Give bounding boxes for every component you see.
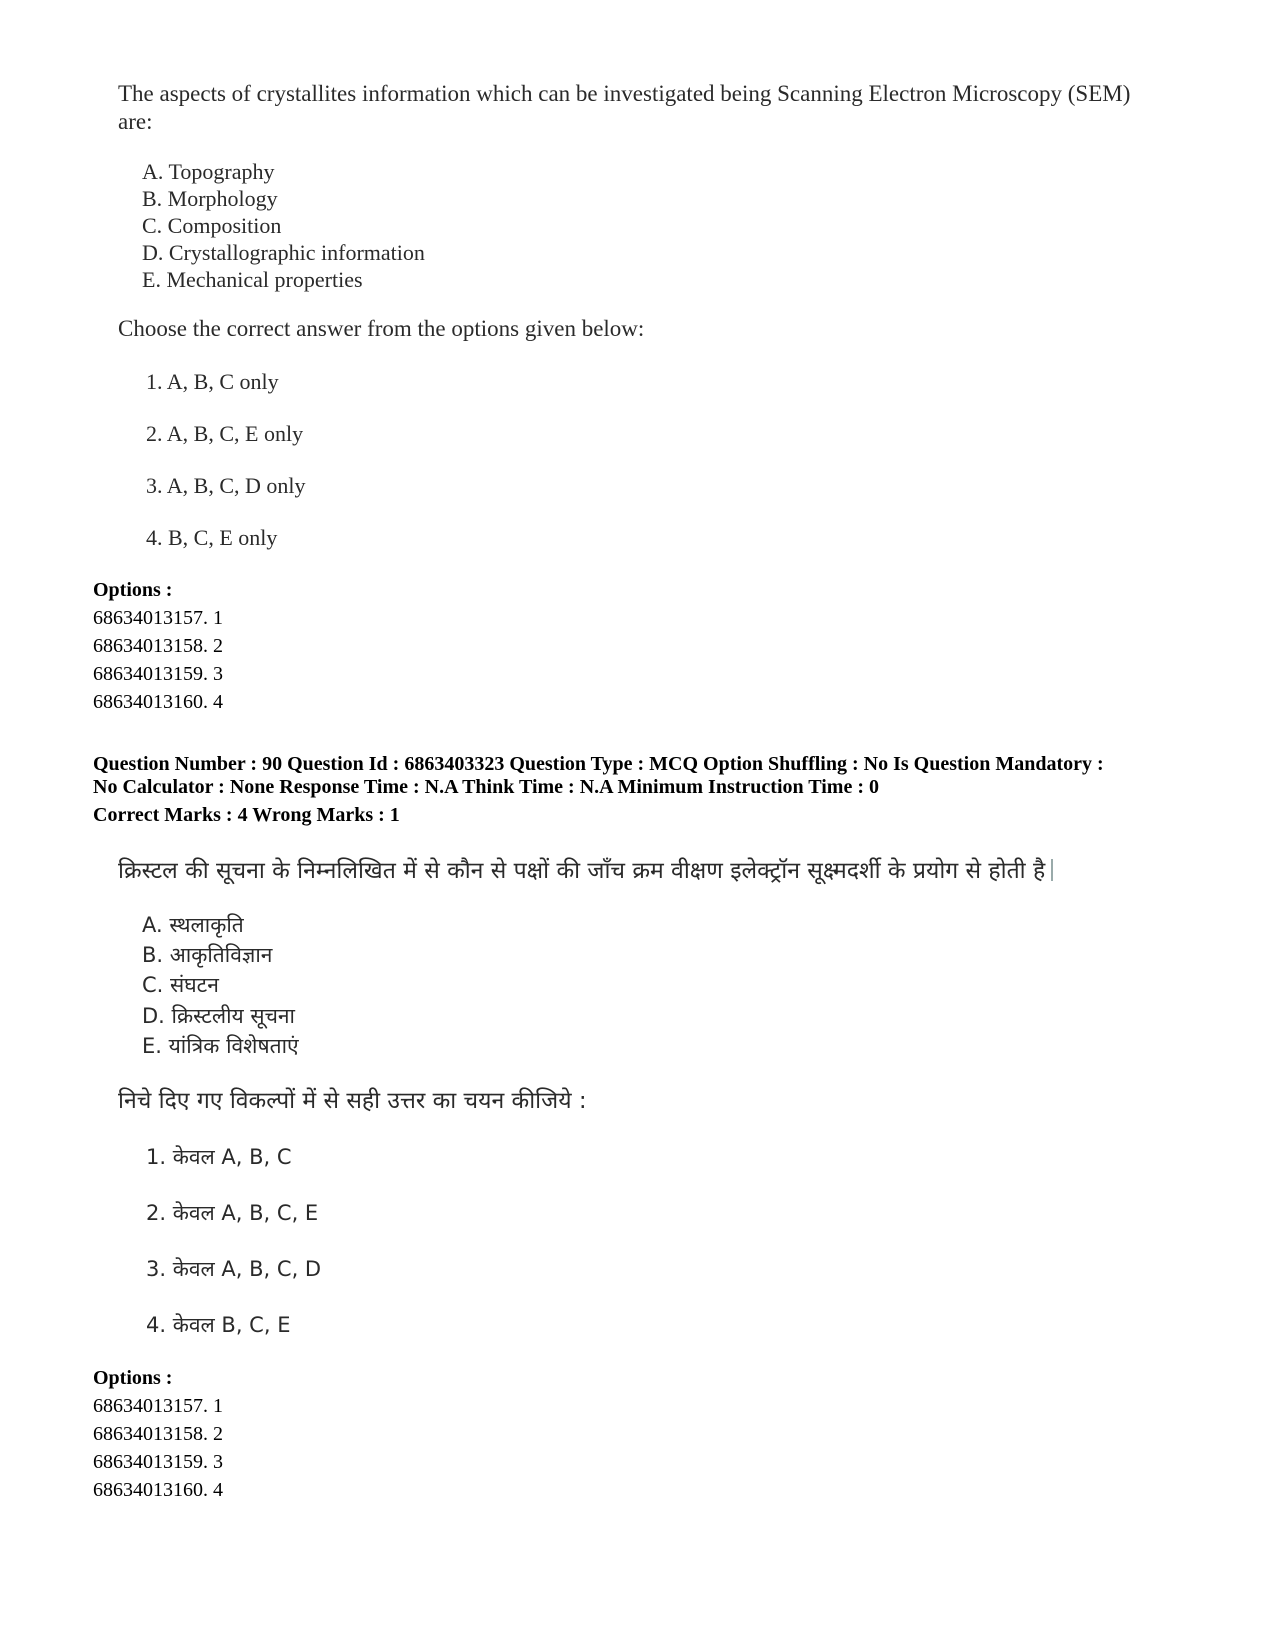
q90-choose-instruction: निचे दिए गए विकल्पों में से सही उत्तर का चयन कीजिये : <box>118 1088 587 1114</box>
q89-option-4: 68634013160. 4 <box>93 691 223 713</box>
q90-meta-line1: Question Number : 90 Question Id : 6863403323 Question Type : MCQ Option Shuffling : No Is Question Mandatory : <box>93 753 1104 775</box>
q89-options-label: Options : <box>93 579 173 601</box>
text-cursor-mark <box>1051 859 1053 881</box>
q90-option-1: 68634013157. 1 <box>93 1395 223 1417</box>
q89-answer-2: 2. A, B, C, E only <box>146 421 304 446</box>
q90-answer-4: 4. केवल B, C, E <box>146 1313 291 1337</box>
q89-item-b: B. Morphology <box>142 186 278 211</box>
q89-answer-3: 3. A, B, C, D only <box>146 473 306 498</box>
q90-answer-2: 2. केवल A, B, C, E <box>146 1201 319 1225</box>
q90-meta-line3: Correct Marks : 4 Wrong Marks : 1 <box>93 804 400 826</box>
q90-item-b: B. आकृतिविज्ञान <box>142 943 273 967</box>
q89-option-1: 68634013157. 1 <box>93 607 223 629</box>
q89-item-c: C. Composition <box>142 213 282 238</box>
q90-stem-text: क्रिस्टल की सूचना के निम्नलिखित में से कौन से पक्षों की जाँच क्रम वीक्षण इलेक्ट्रॉन सूक्ष्मदर्शी के प्रयोग से होती है <box>118 858 1046 884</box>
q89-item-e: E. Mechanical properties <box>142 267 363 292</box>
q90-option-4: 68634013160. 4 <box>93 1479 223 1501</box>
q90-item-a: A. स्थलाकृति <box>142 913 244 937</box>
q90-answer-1: 1. केवल A, B, C <box>146 1145 292 1169</box>
q89-choose-instruction: Choose the correct answer from the options given below: <box>118 316 645 341</box>
q90-item-e: E. यांत्रिक विशेषताएं <box>142 1034 299 1058</box>
q90-item-c: C. संघटन <box>142 973 219 997</box>
q89-option-2: 68634013158. 2 <box>93 635 223 657</box>
q89-item-a: A. Topography <box>142 159 275 184</box>
q90-options-label: Options : <box>93 1367 173 1389</box>
q89-option-3: 68634013159. 3 <box>93 663 223 685</box>
q90-option-3: 68634013159. 3 <box>93 1451 223 1473</box>
q89-item-d: D. Crystallographic information <box>142 240 425 265</box>
q89-answer-4: 4. B, C, E only <box>146 525 278 550</box>
q89-stem-line2: are: <box>118 109 153 134</box>
q89-answer-1: 1. A, B, C only <box>146 369 279 394</box>
q90-answer-3: 3. केवल A, B, C, D <box>146 1257 322 1281</box>
q90-stem <box>118 856 1053 886</box>
q90-item-d: D. क्रिस्टलीय सूचना <box>142 1004 295 1028</box>
q90-option-2: 68634013158. 2 <box>93 1423 223 1445</box>
q90-meta-line2: No Calculator : None Response Time : N.A Think Time : N.A Minimum Instruction Time : 0 <box>93 776 879 798</box>
q89-stem-line1: The aspects of crystallites information which can be investigated being Scanning Electron Microscopy (SEM) <box>118 81 1131 106</box>
